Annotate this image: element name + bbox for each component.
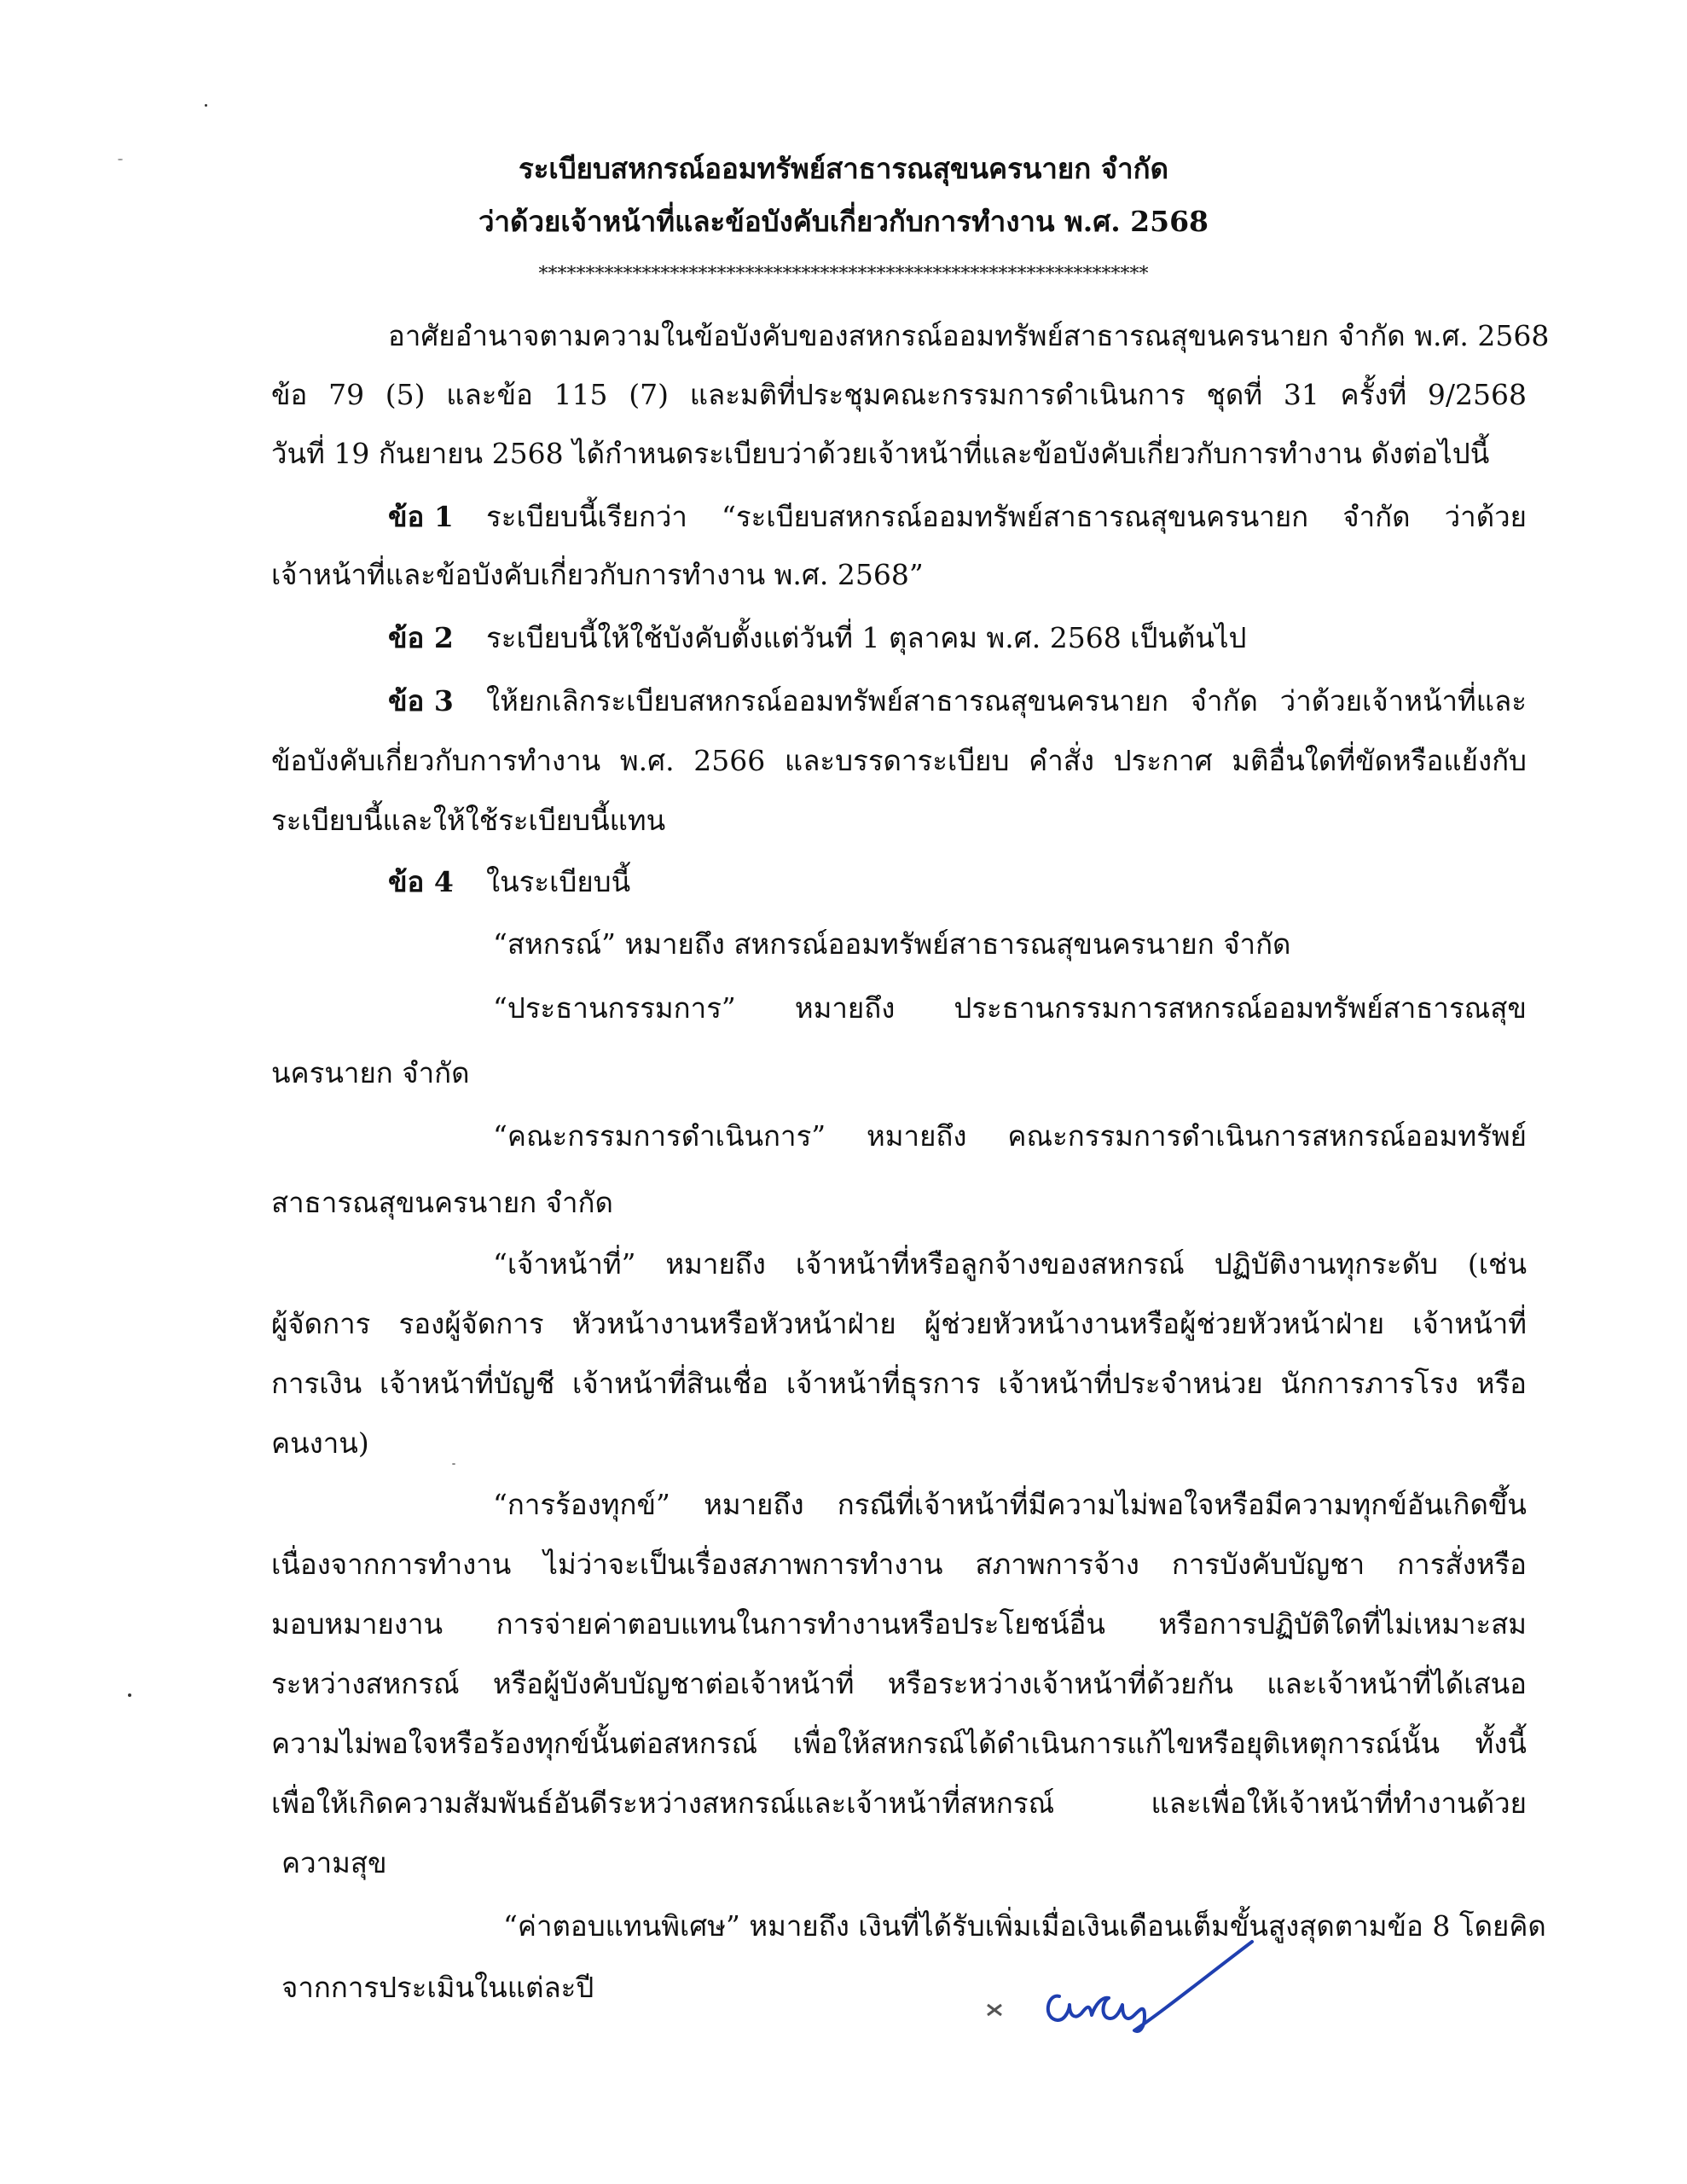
title-separator: *****************************************************************: [538, 264, 1149, 285]
definition-staff-line-2: ผู้จัดการ รองผู้จัดการ หัวหน้างานหรือหัวหน้าฝ่าย ผู้ช่วยหัวหน้างานหรือผู้ช่วยหัวหน้าฝ่าย เจ้าหน้าที่: [271, 1307, 1527, 1340]
scan-speck: [452, 1463, 455, 1465]
clause-4-label: ข้อ 4: [388, 865, 454, 898]
clause-1-label: ข้อ 1: [388, 500, 454, 533]
document-title-line-2: ว่าด้วยเจ้าหน้าที่และข้อบังคับเกี่ยวกับการทำงาน พ.ศ. 2568: [478, 205, 1209, 238]
definition-board-line-2: สาธารณสุขนครนายก จำกัด: [271, 1186, 613, 1219]
definition-special-compensation-line-2: จากการประเมินในแต่ละปี: [281, 1971, 594, 2004]
definition-staff-line-3: การเงิน เจ้าหน้าที่บัญชี เจ้าหน้าที่สินเชื่อ เจ้าหน้าที่ธุรการ เจ้าหน้าที่ประจำหน่วย นักการภารโรง หรือ: [271, 1367, 1527, 1400]
definition-board-line-1: “คณะกรรมการดำเนินการ” หมายถึง คณะกรรมการดำเนินการสหกรณ์ออมทรัพย์: [493, 1119, 1527, 1153]
definition-grievance-line-4: ระหว่างสหกรณ์ หรือผู้บังคับบัญชาต่อเจ้าหน้าที่ หรือระหว่างเจ้าหน้าที่ด้วยกัน และเจ้าหน้าที่ได้เสนอ: [271, 1667, 1527, 1700]
clause-3-line-3: ระเบียบนี้และให้ใช้ระเบียบนี้แทน: [271, 804, 666, 837]
scan-speck: [205, 104, 207, 107]
definition-grievance-line-6: เพื่อให้เกิดความสัมพันธ์อันดีระหว่างสหกรณ์และเจ้าหน้าที่สหกรณ์ และเพื่อให้เจ้าหน้าที่ทำงานด้วย: [271, 1786, 1527, 1820]
clause-4-line-1: ในระเบียบนี้: [486, 865, 631, 898]
definition-grievance-line-2: เนื่องจากการทำงาน ไม่ว่าจะเป็นเรื่องสภาพการทำงาน สภาพการจ้าง การบังคับบัญชา การสั่งหรือ: [271, 1548, 1527, 1581]
handwritten-signature: [981, 1937, 1271, 2039]
definition-grievance-line-3: มอบหมายงาน การจ่ายค่าตอบแทนในการทำงานหรือประโยชน์อื่น หรือการปฏิบัติใดที่ไม่เหมาะสม: [271, 1607, 1527, 1641]
scan-speck: [128, 1693, 131, 1697]
definition-cooperative: “สหกรณ์” หมายถึง สหกรณ์ออมทรัพย์สาธารณสุขนครนายก จำกัด: [493, 927, 1291, 961]
clause-2-label: ข้อ 2: [388, 621, 454, 654]
preamble-line-2: ข้อ 79 (5) และข้อ 115 (7) และมติที่ประชุมคณะกรรมการดำเนินการ ชุดที่ 31 ครั้งที่ 9/2568: [271, 378, 1527, 411]
definition-chairman-line-1: “ประธานกรรมการ” หมายถึง ประธานกรรมการสหกรณ์ออมทรัพย์สาธารณสุข: [493, 991, 1527, 1025]
preamble-line-1: อาศัยอำนาจตามความในข้อบังคับของสหกรณ์ออมทรัพย์สาธารณสุขนครนายก จำกัด พ.ศ. 2568: [388, 319, 1550, 352]
preamble-line-3: วันที่ 19 กันยายน 2568 ได้กำหนดระเบียบว่าด้วยเจ้าหน้าที่และข้อบังคับเกี่ยวกับการทำงาน ดังต่อไปนี้: [271, 437, 1490, 470]
clause-3-line-2: ข้อบังคับเกี่ยวกับการทำงาน พ.ศ. 2566 และบรรดาระเบียบ คำสั่ง ประกาศ มติอื่นใดที่ขัดหรือแย้งกับ: [271, 744, 1527, 777]
clause-1-line-1: ระเบียบนี้เรียกว่า “ระเบียบสหกรณ์ออมทรัพย์สาธารณสุขนครนายก จำกัด ว่าด้วย: [486, 500, 1527, 533]
scan-speck: [118, 159, 123, 160]
definition-grievance-line-7: ความสุข: [281, 1846, 387, 1879]
definition-chairman-line-2: นครนายก จำกัด: [271, 1056, 470, 1089]
definition-grievance-line-1: “การร้องทุกข์” หมายถึง กรณีที่เจ้าหน้าที่มีความไม่พอใจหรือมีความทุกข์อันเกิดขึ้น: [493, 1488, 1527, 1521]
definition-special-compensation-line-1: “ค่าตอบแทนพิเศษ” หมายถึง เงินที่ได้รับเพิ่มเมื่อเงินเดือนเต็มขั้นสูงสุดตามข้อ 8 โดยคิด: [503, 1909, 1546, 1943]
clause-3-label: ข้อ 3: [388, 684, 454, 717]
clause-2-line-1: ระเบียบนี้ให้ใช้บังคับตั้งแต่วันที่ 1 ตุลาคม พ.ศ. 2568 เป็นต้นไป: [486, 621, 1247, 654]
document-title-line-1: ระเบียบสหกรณ์ออมทรัพย์สาธารณสุขนครนายก จำกัด: [518, 152, 1169, 185]
clause-3-line-1: ให้ยกเลิกระเบียบสหกรณ์ออมทรัพย์สาธารณสุขนครนายก จำกัด ว่าด้วยเจ้าหน้าที่และ: [486, 684, 1527, 717]
definition-staff-line-4: คนงาน): [271, 1426, 369, 1460]
definition-staff-line-1: “เจ้าหน้าที่” หมายถึง เจ้าหน้าที่หรือลูกจ้างของสหกรณ์ ปฏิบัติงานทุกระดับ (เช่น: [493, 1247, 1527, 1281]
definition-grievance-line-5: ความไม่พอใจหรือร้องทุกข์นั้นต่อสหกรณ์ เพื่อให้สหกรณ์ได้ดำเนินการแก้ไขหรือยุติเหตุการณ์นั้น ทั้งนี้: [271, 1727, 1527, 1760]
clause-1-line-2: เจ้าหน้าที่และข้อบังคับเกี่ยวกับการทำงาน พ.ศ. 2568”: [271, 558, 924, 591]
